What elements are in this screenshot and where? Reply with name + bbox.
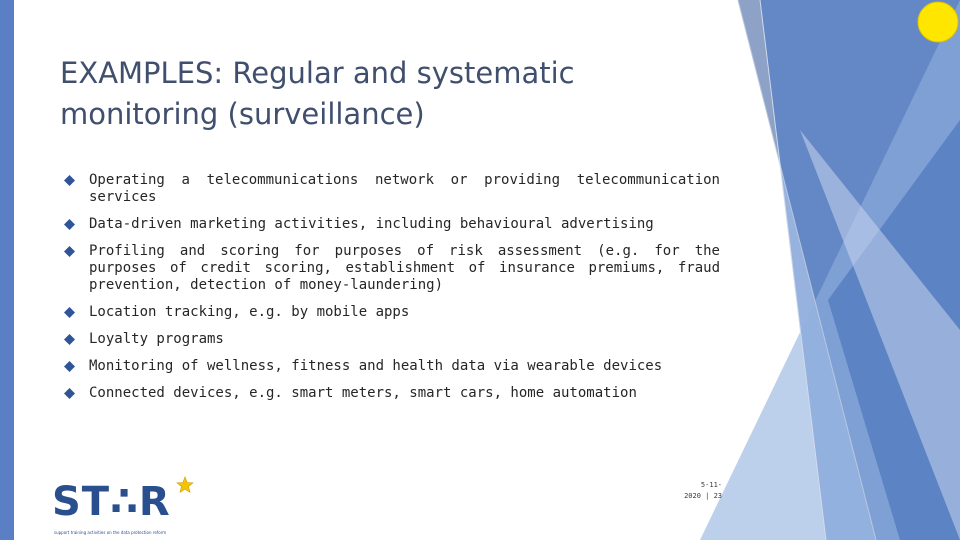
diamond-bullet-icon — [64, 219, 75, 230]
logo-wordmark: ST∴R — [52, 479, 171, 525]
date-line: 5-11- — [700, 481, 722, 489]
bullet-item — [64, 331, 720, 348]
yellow-circle-icon — [918, 2, 958, 42]
logo-tagline: support training activities on the data protection reform — [54, 530, 167, 535]
diamond-bullet-icon — [64, 334, 75, 345]
bullet-item — [64, 172, 720, 206]
bullet-list — [64, 172, 720, 412]
star-icon — [176, 476, 194, 494]
diamond-bullet-icon — [64, 175, 75, 186]
star-logo — [52, 476, 202, 538]
bullet-text: Connected devices, e.g. smart meters, smart cars, home automation — [89, 385, 637, 401]
left-accent-bar — [0, 0, 14, 540]
diamond-bullet-icon — [64, 307, 75, 318]
bullet-text: Operating a telecommunications network or providing telecommunication services — [89, 172, 720, 205]
bullet-item — [64, 243, 720, 294]
slide-footer — [656, 480, 722, 502]
diamond-bullet-icon — [64, 246, 75, 257]
bullet-item — [64, 358, 720, 375]
bullet-item — [64, 304, 720, 321]
diamond-bullet-icon — [64, 388, 75, 399]
bullet-text: Monitoring of wellness, fitness and health data via wearable devices — [89, 358, 663, 374]
diamond-bullet-icon — [64, 361, 75, 372]
bullet-text: Loyalty programs — [89, 331, 224, 347]
slide-title: EXAMPLES: Regular and systematic monitoring (surveillance) — [60, 56, 575, 131]
bullet-text: Data-driven marketing activities, including behavioural advertising — [89, 216, 654, 232]
bullet-text: Location tracking, e.g. by mobile apps — [89, 304, 410, 320]
bullet-text: Profiling and scoring for purposes of risk assessment (e.g. for the purposes of credit scoring, establishment of insurance premiums, fraud prevention, detection of money-laundering) — [89, 243, 720, 293]
bullet-item — [64, 216, 720, 233]
bullet-item — [64, 385, 720, 402]
date-page-line: 2020 | 23 — [684, 492, 722, 500]
